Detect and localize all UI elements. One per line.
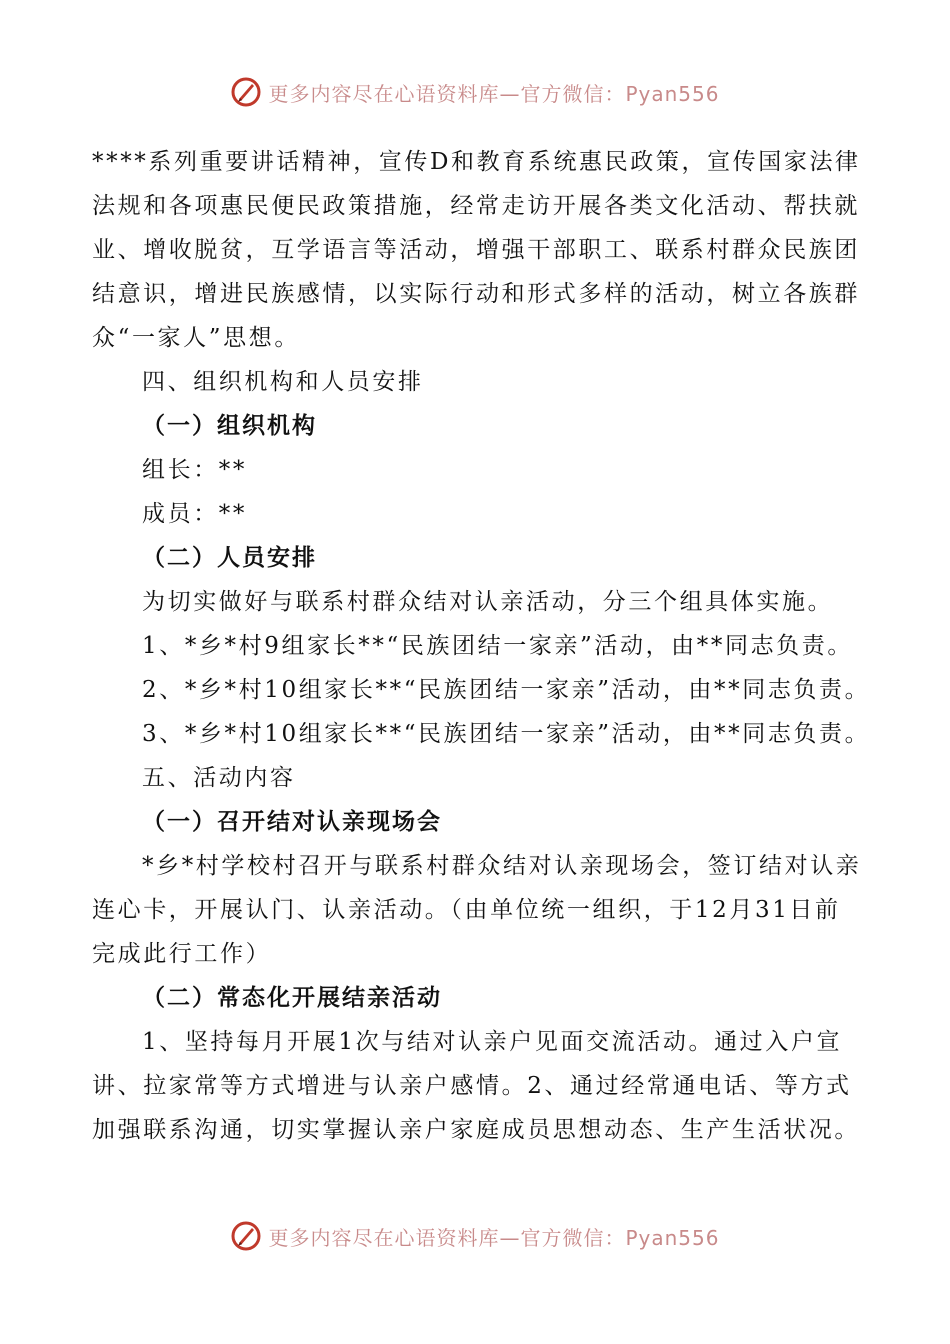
paragraph-line: 众“一家人”思想。 [92,325,300,351]
footer-watermark [0,1216,950,1256]
leader-line: 组长：** [142,457,247,483]
watermark-text: 更多内容尽在心语资料库—官方微信：Pyan556 [268,81,720,106]
subheading-meeting: （一）召开结对认亲现场会 [142,809,442,835]
paragraph-line: 结意识，增进民族感情，以实际行动和形式多样的活动，树立各族群 [92,281,860,307]
paragraph-line: ****系列重要讲话精神，宣传D和教育系统惠民政策，宣传国家法律 [92,149,861,175]
member-line: 成员：** [142,501,247,527]
paragraph-line: *乡*村学校村召开与联系村群众结对认亲现场会，签订结对认亲 [142,853,862,879]
paragraph-line: 完成此行工作） [92,941,272,967]
paragraph-line: 业、增收脱贫，互学语言等活动，增强干部职工、联系村群众民族团 [92,237,860,263]
paragraph-line: 连心卡，开展认门、认亲活动。（由单位统一组织，于12月31日前 [92,897,841,923]
paragraph-line: 1、坚持每月开展1次与结对认亲户见面交流活动。通过入户宣 [142,1029,843,1055]
quill-logo-icon [230,76,262,108]
group-item: 2、*乡*村10组家长**“民族团结一家亲”活动，由**同志负责。 [142,677,871,703]
watermark-text: 更多内容尽在心语资料库—官方微信：Pyan556 [268,1225,720,1250]
subheading-organization: （一）组织机构 [142,413,317,439]
group-item: 1、*乡*村9组家长**“民族团结一家亲”活动，由**同志负责。 [142,633,853,659]
arrangement-intro: 为切实做好与联系村群众结对认亲活动，分三个组具体实施。 [142,589,834,615]
paragraph-line: 加强联系沟通，切实掌握认亲户家庭成员思想动态、生产生活状况。 [92,1117,860,1143]
group-item: 3、*乡*村10组家长**“民族团结一家亲”活动，由**同志负责。 [142,721,871,747]
subheading-arrangement: （二）人员安排 [142,545,317,571]
header-watermark [0,72,950,112]
quill-logo-icon [230,1220,262,1252]
subheading-routine: （二）常态化开展结亲活动 [142,985,442,1011]
section-heading-5: 五、活动内容 [142,765,296,791]
paragraph-line: 法规和各项惠民便民政策措施，经常走访开展各类文化活动、帮扶就 [92,193,860,219]
section-heading-4: 四、组织机构和人员安排 [142,369,424,395]
paragraph-line: 讲、拉家常等方式增进与认亲户感情。2、通过经常通电话、等方式 [92,1073,852,1099]
